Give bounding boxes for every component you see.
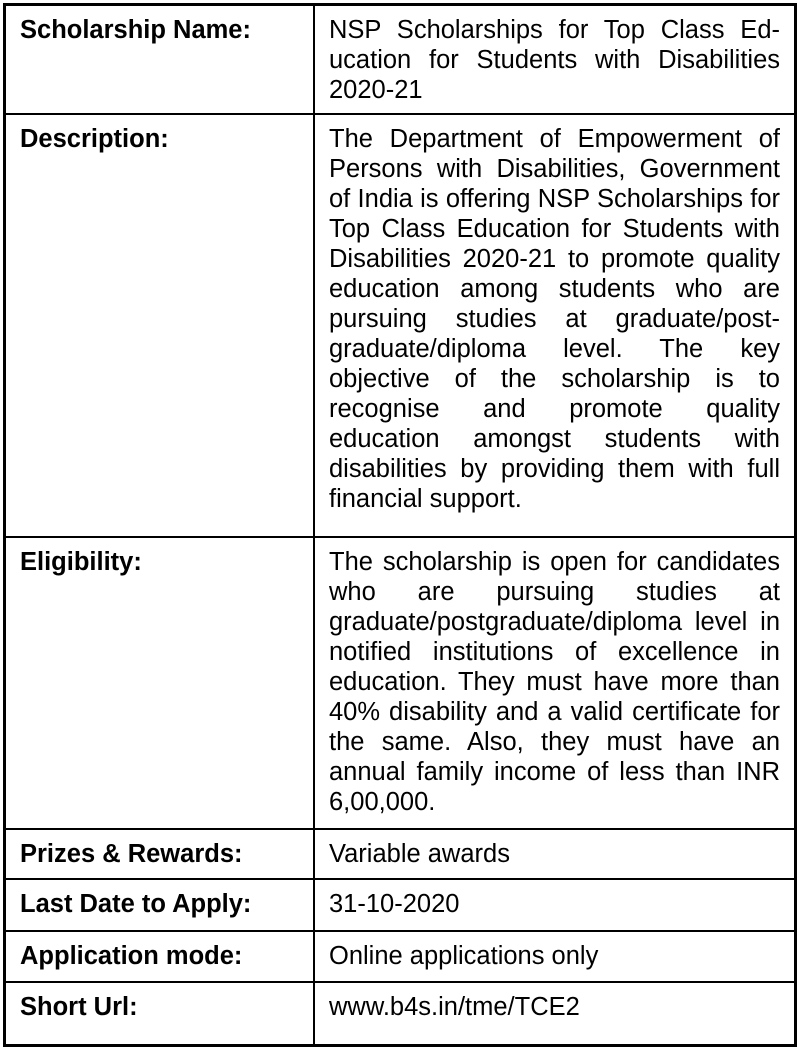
- row-short-url: [6, 982, 794, 1044]
- prizes-rewards-value: Variable awards: [314, 829, 794, 879]
- scholarship-info-table: [6, 6, 794, 1044]
- application-mode-label: Application mode:: [6, 931, 314, 982]
- row-prizes-rewards: [6, 829, 794, 879]
- scholarship-name-label: Scholarship Name:: [6, 6, 314, 114]
- application-mode-value: Online applications only: [314, 931, 794, 982]
- scholarship-info-card: [3, 3, 797, 1047]
- row-scholarship-name: [6, 6, 794, 114]
- row-last-date: [6, 879, 794, 931]
- eligibility-label: Eligibility:: [6, 537, 314, 829]
- row-application-mode: [6, 931, 794, 982]
- row-description: [6, 114, 794, 537]
- last-date-label: Last Date to Apply:: [6, 879, 314, 931]
- scholarship-name-value: NSP Scholarships for Top Class Education for Students with Disabilities 2020-21: [314, 6, 794, 114]
- short-url-label: Short Url:: [6, 982, 314, 1044]
- eligibility-value: The scholarship is open for candidates who are pursuing studies at graduate/postgraduate/diploma level in notified institutions of excellence in education. They must have more than 40% disability and a valid certificate for the same. Also, they must have an annual family income of less than INR 6,00,000.: [314, 537, 794, 829]
- last-date-value: 31-10-2020: [314, 879, 794, 931]
- description-label: Description:: [6, 114, 314, 537]
- prizes-rewards-label: Prizes & Rewards:: [6, 829, 314, 879]
- short-url-value: www.b4s.in/tme/TCE2: [314, 982, 794, 1044]
- row-eligibility: [6, 537, 794, 829]
- description-value: The Department of Empowerment of Persons with Disabilities, Government of India is offering NSP Scholarships for Top Class Education for Students with Disabilities 2020-21 to promote quality education among students who are pursuing studies at graduate/post-graduate/diploma level. The key objective of the scholarship is to recognise and promote quality education amongst students with disabilities by providing them with full financial support.: [314, 114, 794, 537]
